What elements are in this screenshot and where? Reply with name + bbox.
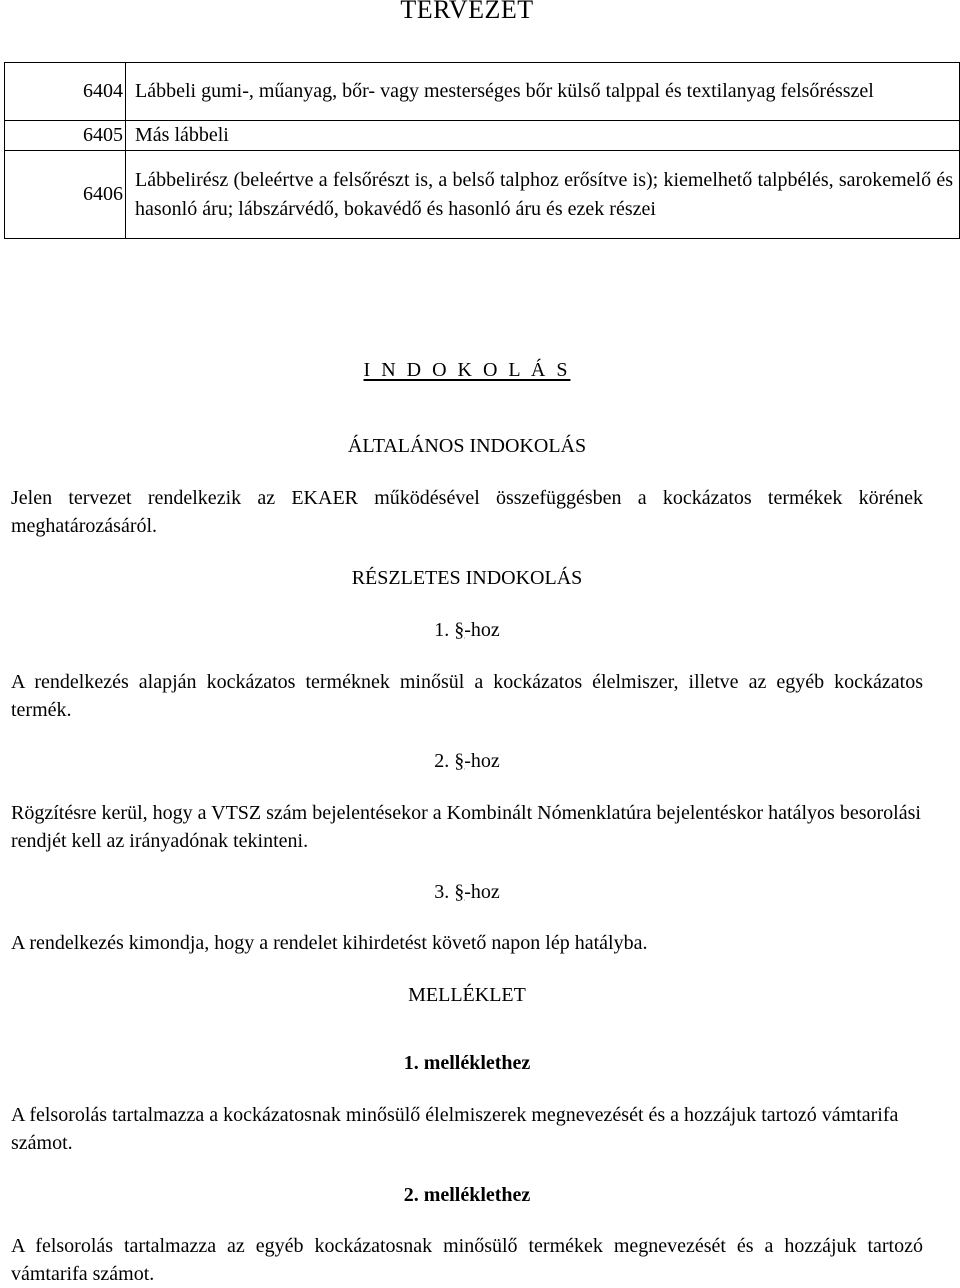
annex-section-title: 1. melléklethez	[403, 1052, 531, 1074]
table-row	[5, 151, 960, 239]
annex-heading: MELLÉKLET	[408, 984, 526, 1006]
section-text: Rögzítésre kerül, hogy a VTSZ szám bejelentésekor a Kombinált Nómenklatúra bejelentéskor hatályos besorolási rendjét kell az irányadónak tekinteni.	[11, 802, 921, 852]
annex-section-text: A felsorolás tartalmazza a kockázatosnak minősülő élelmiszerek megnevezését és a hozzájuk tartozó vámtarifa számot.	[11, 1104, 899, 1154]
tariff-description: Más lábbeli	[126, 121, 960, 151]
tariff-code: 6404	[5, 63, 126, 121]
table-row	[5, 63, 960, 121]
section-number: 1.	[434, 619, 450, 641]
section-text: A rendelkezés alapján kockázatos terméknek minősül a kockázatos élelmiszer, illetve az egyéb kockázatos termék.	[11, 671, 923, 721]
annex-section-title: 2. melléklethez	[403, 1184, 531, 1206]
section-number: 2.	[434, 750, 450, 772]
section-number: 3.	[434, 881, 450, 903]
section-heading	[0, 616, 934, 644]
section-suffix: -hoz	[464, 750, 500, 772]
section-suffix: -hoz	[464, 881, 500, 903]
paragraph-symbol: §	[454, 881, 465, 903]
general-justification-heading: ÁLTALÁNOS INDOKOLÁS	[347, 435, 587, 457]
paragraph-symbol: §	[454, 619, 465, 641]
paragraph-symbol: §	[454, 750, 465, 772]
table-row	[5, 121, 960, 151]
indoklas-title: I N D O K O L Á S	[363, 359, 571, 381]
section-suffix: -hoz	[464, 619, 500, 641]
document-header: TERVEZET	[400, 0, 534, 24]
tariff-code: 6405	[5, 121, 126, 151]
tariff-description: Lábbelirész (beleértve a felsőrészt is, a belső talphoz erősítve is); kiemelhető talpbélés, sarokemelő és hasonló áru; lábszárvédő, bokavédő és hasonló áru és ezek részei	[126, 151, 960, 239]
detailed-justification-heading: RÉSZLETES INDOKOLÁS	[351, 567, 583, 589]
section-text: A rendelkezés kimondja, hogy a rendelet kihirdetést követő napon lép hatályba.	[11, 932, 648, 954]
section-heading	[0, 747, 934, 775]
tariff-description: Lábbeli gumi-, műanyag, bőr- vagy mesterséges bőr külső talppal és textilanyag felsőrésszel	[126, 63, 960, 121]
tariff-code: 6406	[5, 151, 126, 239]
general-justification-text: Jelen tervezet rendelkezik az EKAER működésével összefüggésben a kockázatos termékek körének meghatározásáról.	[11, 487, 923, 537]
annex-section-text: A felsorolás tartalmazza az egyéb kockázatosnak minősülő termékek megnevezését és a hozzájuk tartozó vámtarifa számot.	[11, 1235, 923, 1285]
section-heading	[0, 878, 934, 906]
tariff-code-table	[4, 62, 960, 239]
